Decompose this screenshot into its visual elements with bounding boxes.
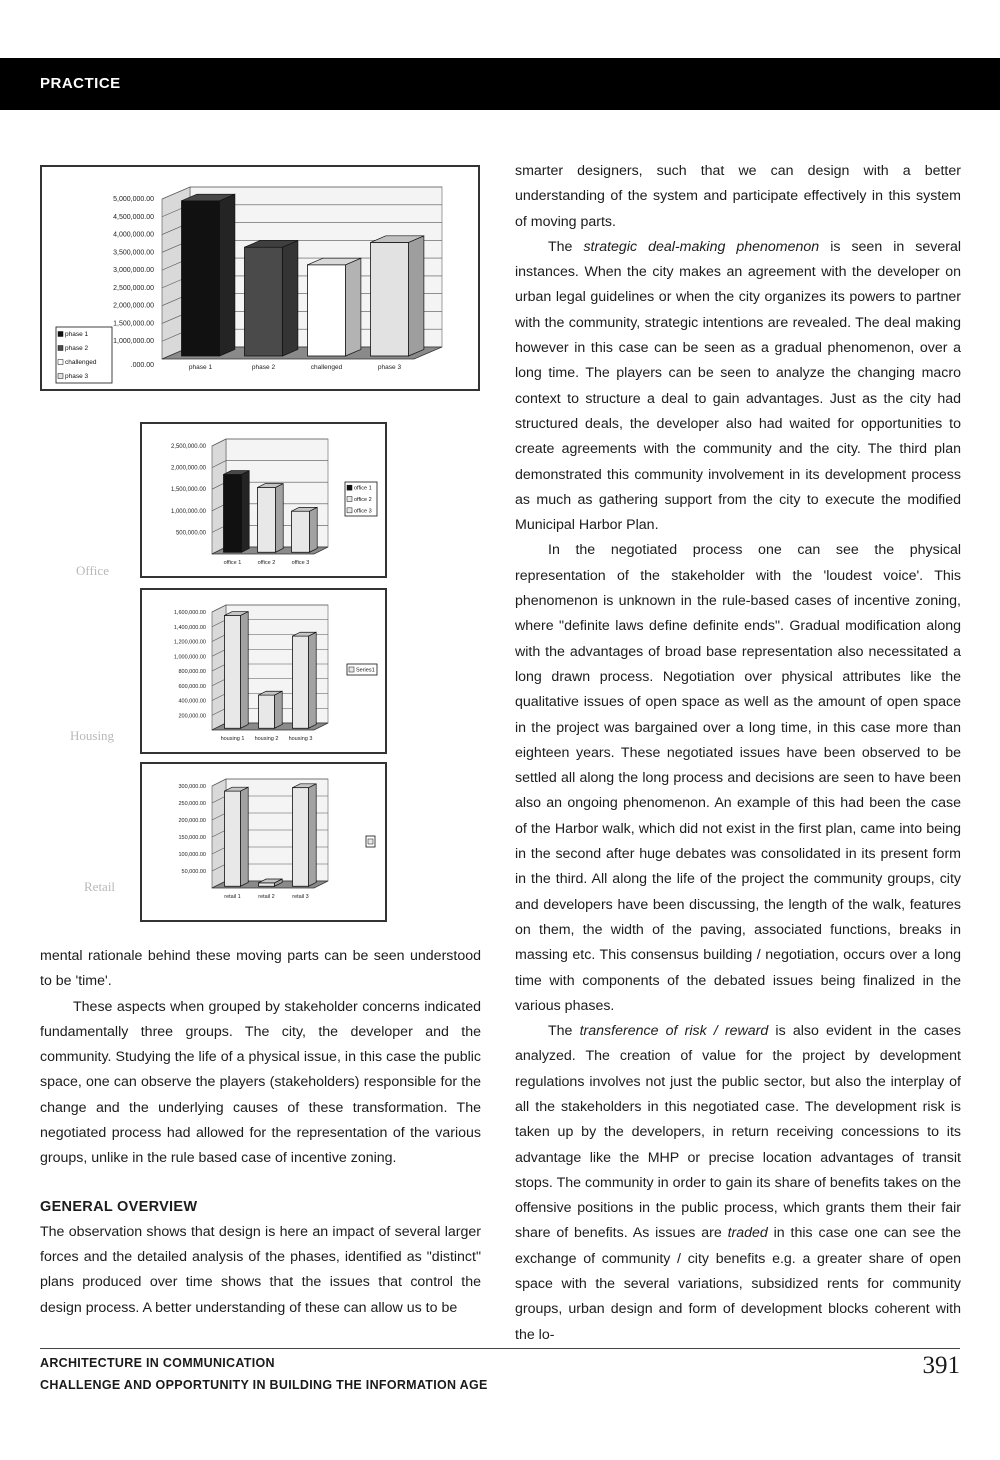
paragraph: The observation shows that design is here an impact of several larger forces and the detailed analysis of the phases, identified as "distinct" plans produced over time shows that the issues that control the design process. A better understanding of these can allow us to be bbox=[40, 1223, 481, 1316]
section-heading: GENERAL OVERVIEW bbox=[40, 1198, 198, 1215]
y-tick-label: 100,000.00 bbox=[178, 852, 206, 858]
y-tick-label: 1,600,000.00 bbox=[173, 610, 206, 616]
y-tick-label: 1,200,000.00 bbox=[173, 639, 206, 646]
housing-chart bbox=[140, 588, 387, 754]
bar bbox=[245, 247, 283, 356]
y-tick-label: 3,000,000.00 bbox=[113, 267, 154, 275]
paragraph bbox=[515, 1019, 961, 1348]
category-label: retail 1 bbox=[224, 894, 241, 900]
legend-swatch bbox=[347, 508, 352, 513]
category-label: housing 3 bbox=[288, 736, 313, 742]
y-tick-label: 4,000,000.00 bbox=[113, 231, 154, 239]
paragraph: smarter designers, such that we can design with a better understanding of the system and participate effectively in this system of moving parts. bbox=[515, 163, 961, 230]
category-label: phase 2 bbox=[251, 364, 276, 371]
phase-chart-svg bbox=[42, 167, 478, 389]
y-tick-label: 150,000.00 bbox=[178, 835, 206, 841]
paragraph: In the negotiated process one can see the physical representation of the stakeholder with the 'loudest voice'. This phenomenon is unknown in the rule-based cases of incentive zoning, where "definite laws define definite ends". Gradual modification along with the advantages of broad base representation also necessitated a long drawn process. Negotiation over physical attributes like the qualitative issues of open space as well as the amount of open space in the project was bargained over a long time, in this case more than eighteen years. These negotiated issues have been observed to be settled all along the long process and decisions are seen to have been also an ongoing phenomenon. An example of this had been the case of the Harbor walk, which did not exist in the first plan, came into being in the second after huge debates was consolidated in its present form in the third. All along the life of the project the community groups, city and developers have been discussing, the length of the walk, features on them, the width of the paving, associated functions, breaks in massing etc. This consensus building / negotiation, occurs over a long time with components of the debated issues being finalized in the various phases. bbox=[515, 542, 961, 1014]
bar bbox=[225, 615, 241, 728]
text-run: The bbox=[548, 1023, 580, 1040]
housing-chart-svg bbox=[142, 590, 385, 752]
bar bbox=[182, 201, 220, 356]
legend-label: office 2 bbox=[354, 497, 372, 503]
legend-label: phase 3 bbox=[65, 373, 89, 380]
y-tick-label: 800,000.00 bbox=[178, 669, 206, 675]
legend-swatch bbox=[58, 374, 63, 379]
y-tick-label: 200,000.00 bbox=[178, 818, 206, 824]
y-tick-label: 300,000.00 bbox=[178, 784, 206, 790]
y-tick-label: 3,500,000.00 bbox=[113, 249, 154, 257]
category-label: office 2 bbox=[257, 560, 276, 566]
bar-side bbox=[346, 258, 361, 356]
office-chart-svg bbox=[142, 424, 385, 576]
y-tick-label: 1,000,000.00 bbox=[170, 508, 206, 515]
category-label: retail 2 bbox=[258, 894, 275, 900]
y-tick-label: .000.00 bbox=[130, 362, 154, 369]
bar bbox=[293, 788, 309, 887]
category-label: challenged bbox=[310, 364, 343, 371]
y-tick-label: 1,000,000.00 bbox=[173, 654, 206, 661]
legend-label: phase 2 bbox=[65, 345, 89, 352]
section-header-bar bbox=[0, 58, 1000, 110]
y-tick-label: 2,000,000.00 bbox=[170, 465, 206, 472]
legend-label: Series1 bbox=[356, 667, 375, 674]
y-tick-label: 200,000.00 bbox=[178, 713, 206, 720]
office-side-label: Office bbox=[76, 563, 109, 578]
y-tick-label: 600,000.00 bbox=[178, 683, 206, 690]
category-label: phase 3 bbox=[377, 364, 402, 371]
retail-chart bbox=[140, 762, 387, 922]
y-tick-label: 5,000,000.00 bbox=[113, 196, 154, 203]
bar bbox=[224, 474, 242, 552]
legend-swatch bbox=[368, 839, 373, 844]
bar-side bbox=[241, 787, 249, 886]
bar-side bbox=[220, 194, 235, 356]
y-tick-label: 2,500,000.00 bbox=[170, 444, 206, 450]
section-label: PRACTICE bbox=[40, 75, 121, 92]
text-run: is seen in several instances. When the city makes an agreement with the developer on urban legal guidelines or when the city organizes its powers to partner with the community, strategic intentions are revealed. The deal making however in this case can be seen as a gradual phenomenon, over a long time. The players can be seen to analyze the changing macro context to structure a deal to gain advantages. Just as the city had structured deals, the developer also had waited for opportunities to create agreements with the community and the city. The third plan demonstrated this community involvement in its development process as much as gathering support from the city to execute the modified Municipal Harbor Plan. bbox=[515, 238, 961, 534]
bar bbox=[308, 265, 346, 356]
category-label: office 3 bbox=[291, 560, 310, 566]
legend-label: phase 1 bbox=[65, 331, 89, 338]
paragraph: mental rationale behind these moving parts can be seen understood to be 'time'. bbox=[40, 948, 481, 990]
footer-subtitle: CHALLENGE AND OPPORTUNITY IN BUILDING THE INFORMATION AGE bbox=[40, 1378, 488, 1392]
retail-side-label: Retail bbox=[84, 879, 116, 894]
category-label: office 1 bbox=[223, 560, 242, 566]
emphasis: transference of risk / reward bbox=[579, 1023, 769, 1040]
bar bbox=[371, 242, 409, 356]
right-text-column bbox=[515, 159, 961, 1348]
bar-side bbox=[242, 471, 250, 553]
emphasis: strategic deal-making phenomenon bbox=[583, 238, 820, 255]
bar bbox=[258, 487, 276, 552]
category-label: phase 1 bbox=[188, 364, 213, 371]
text-run: is also evident in the cases analyzed. The creation of value for the project by development regulations involves not just the public sector, but also the interplay of all the stakeholders in this negotiated case. The development risk is taken up by the developers, in return receiving concessions to its advantage like the MHP or precise location advantages of transit stops. The community in order to gain its share of benefits takes on the offensive positions in the public process, which grants them their fair share of benefits. As issues are bbox=[515, 1023, 962, 1242]
y-tick-label: 1,000,000.00 bbox=[113, 338, 154, 346]
legend-label: office 1 bbox=[354, 485, 372, 492]
bar-side bbox=[310, 507, 318, 552]
bar bbox=[292, 511, 310, 552]
retail-chart-svg bbox=[142, 764, 385, 920]
bar bbox=[225, 791, 241, 886]
legend-swatch bbox=[58, 360, 63, 365]
y-tick-label: 1,500,000.00 bbox=[170, 487, 206, 494]
text-run: in this case one can see the exchange of community / city benefits e.g. a greater share of open space with the several variations, subsidized rents for community groups, urban design and form of development blocks coherent with the lo- bbox=[515, 1225, 961, 1343]
legend-label: challenged bbox=[65, 359, 97, 366]
text-run: The bbox=[548, 238, 584, 255]
legend-swatch bbox=[58, 346, 63, 351]
legend-swatch bbox=[347, 497, 352, 502]
y-tick-label: 400,000.00 bbox=[178, 698, 206, 705]
phase-comparison-chart bbox=[40, 165, 480, 391]
paragraph: These aspects when grouped by stakeholder concerns indicated fundamentally three groups. The city, the developer and the community. Studying the life of a physical issue, in this case the public space, one can observe the players (stakeholders) responsible for the change and the underlying causes of these transformation. The negotiated process had allowed for the representation of the various groups, unlike in the rule based case of incentive zoning. bbox=[40, 998, 481, 1167]
footer-title: ARCHITECTURE IN COMMUNICATION bbox=[40, 1356, 275, 1370]
housing-side-label: Housing bbox=[70, 728, 115, 743]
bar bbox=[259, 695, 275, 728]
bar-side bbox=[276, 484, 284, 553]
category-label: housing 2 bbox=[254, 736, 279, 742]
office-chart bbox=[140, 422, 387, 578]
bar-side bbox=[275, 691, 283, 728]
category-label: housing 1 bbox=[220, 736, 245, 742]
left-text-column bbox=[40, 944, 481, 1321]
paragraph bbox=[515, 235, 961, 539]
y-tick-label: 1,500,000.00 bbox=[113, 320, 154, 328]
footer-rule bbox=[40, 1348, 960, 1349]
legend-swatch bbox=[347, 485, 352, 490]
page-number: 391 bbox=[922, 1352, 960, 1379]
y-tick-label: 50,000.00 bbox=[181, 869, 206, 875]
y-tick-label: 250,000.00 bbox=[178, 801, 206, 807]
bar-side bbox=[283, 241, 298, 356]
bar bbox=[259, 883, 275, 886]
legend-swatch bbox=[58, 332, 63, 337]
y-tick-label: 1,400,000.00 bbox=[173, 624, 206, 631]
bar-side bbox=[241, 612, 249, 729]
y-tick-label: 2,500,000.00 bbox=[113, 284, 154, 292]
y-tick-label: 500,000.00 bbox=[175, 530, 206, 537]
y-tick-label: 4,500,000.00 bbox=[113, 213, 154, 221]
legend-swatch bbox=[349, 667, 354, 672]
bar-side bbox=[409, 236, 424, 356]
bar-side bbox=[309, 632, 317, 728]
category-label: retail 3 bbox=[292, 894, 309, 900]
emphasis: traded bbox=[727, 1225, 768, 1242]
bar-side bbox=[309, 784, 317, 886]
legend-label: office 3 bbox=[354, 508, 372, 515]
y-tick-label: 2,000,000.00 bbox=[113, 302, 154, 310]
bar bbox=[293, 636, 309, 728]
